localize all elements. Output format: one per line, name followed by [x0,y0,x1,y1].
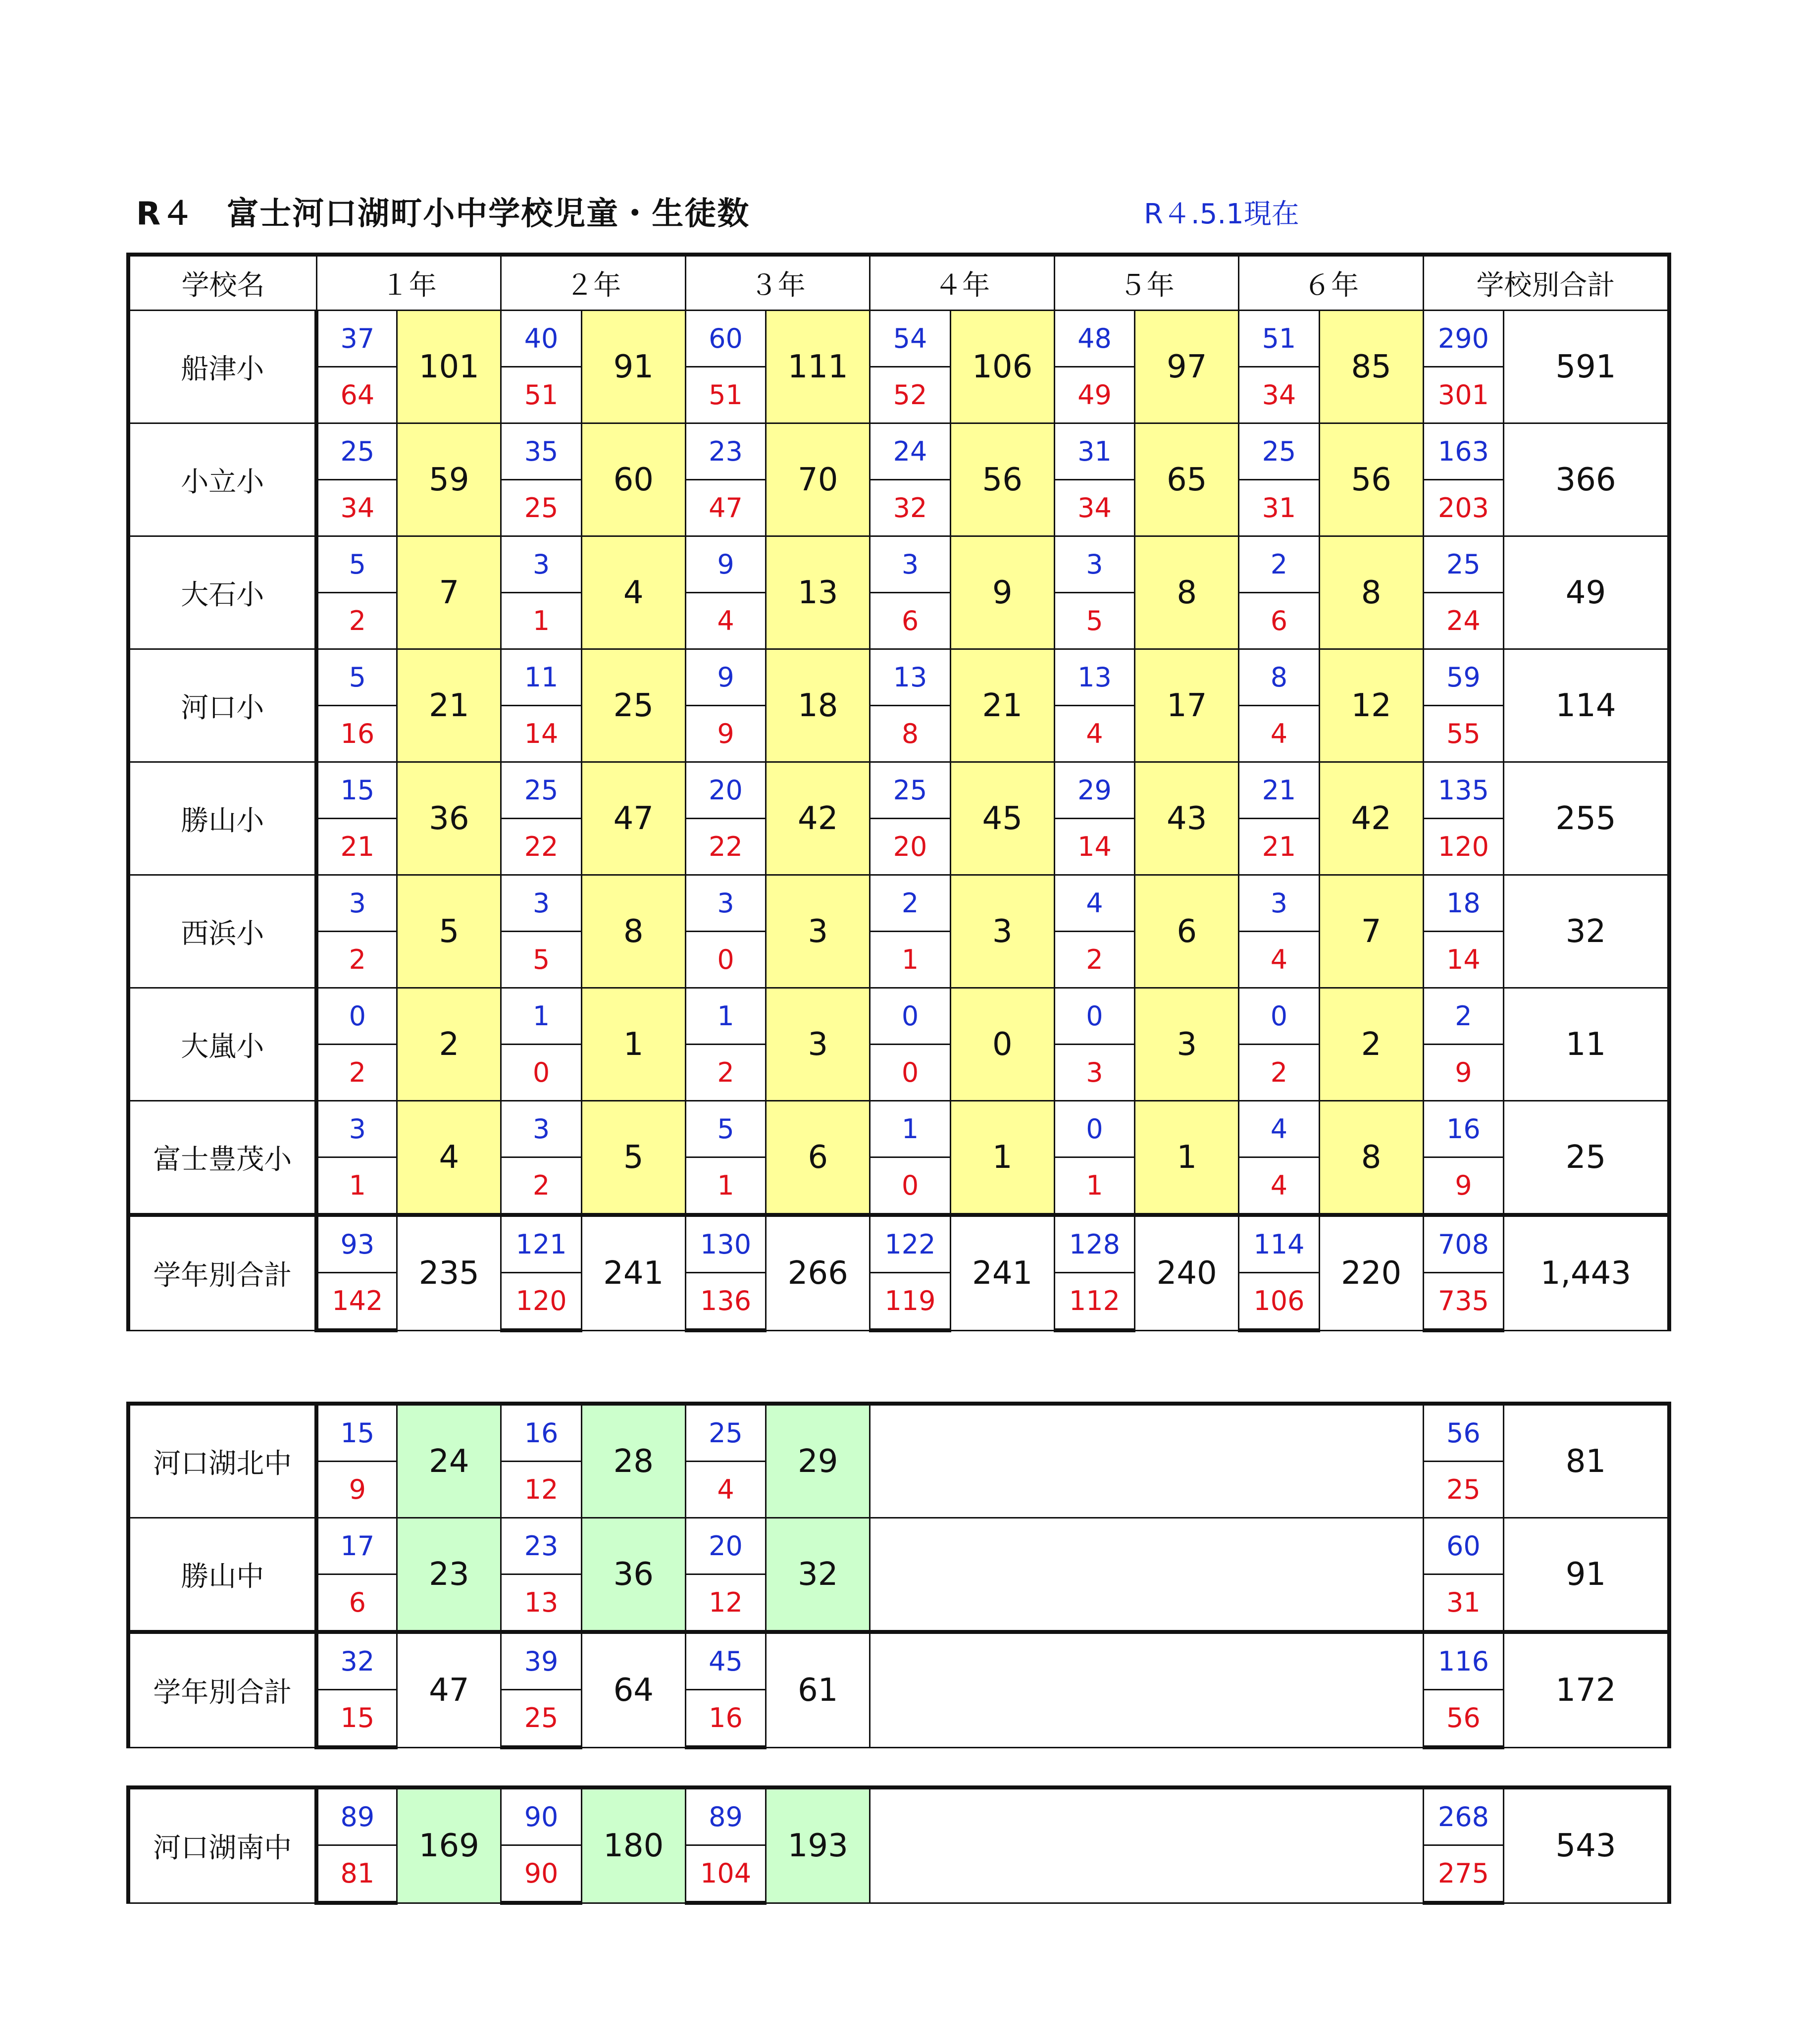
grade-total: 18 [766,649,870,762]
female-count: 34 [1054,480,1134,536]
male-count: 51 [1239,311,1319,367]
male-count: 29 [1054,762,1134,819]
grade-total: 7 [397,536,501,649]
grade-total: 8 [1135,536,1239,649]
sum-female: 31 [1423,1574,1503,1632]
table-row [128,1518,1669,1574]
school-name: 学年別合計 [128,1632,316,1747]
female-count: 0 [870,1045,950,1101]
header-grade-2: ２年 [501,255,685,311]
table-row [128,1101,1669,1157]
grade-total: 235 [397,1215,501,1330]
female-count: 1 [316,1157,397,1215]
sum-female: 275 [1423,1845,1503,1903]
male-count: 114 [1239,1215,1319,1273]
female-count: 52 [870,367,950,423]
female-count: 90 [501,1845,581,1903]
female-count: 5 [1054,593,1134,649]
grade-total: 3 [1135,988,1239,1101]
female-count: 142 [316,1273,397,1331]
male-count: 60 [685,311,766,367]
male-count: 5 [316,649,397,706]
school-name: 西浜小 [128,875,316,988]
female-count: 4 [1054,706,1134,762]
male-count: 1 [870,1101,950,1157]
grade-total: 64 [581,1632,685,1747]
female-count: 34 [1239,367,1319,423]
school-name: 小立小 [128,423,316,536]
male-count: 121 [501,1215,581,1273]
header-grade-3: ３年 [685,255,870,311]
grade-total: 0 [950,988,1054,1101]
school-total: 255 [1504,762,1670,875]
header-school-total: 学校別合計 [1423,255,1669,311]
male-count: 32 [316,1632,397,1690]
female-count: 0 [685,932,766,988]
female-count: 4 [1239,932,1319,988]
grade-total: 1 [581,988,685,1101]
male-count: 25 [501,762,581,819]
south-junior-high-table [126,1785,1671,1905]
female-count: 81 [316,1845,397,1903]
table-row-female [128,480,1669,536]
table-row [128,1787,1669,1845]
grade-total: 85 [1319,311,1423,423]
male-count: 1 [501,988,581,1045]
table-row [128,1404,1669,1462]
school-total: 543 [1504,1787,1669,1903]
female-count: 5 [501,932,581,988]
male-count: 90 [501,1787,581,1845]
school-total: 49 [1504,536,1670,649]
female-count: 2 [316,932,397,988]
grade-total: 241 [950,1215,1054,1330]
sum-female: 9 [1423,1045,1503,1101]
sum-male: 163 [1423,423,1503,480]
grade-total: 3 [950,875,1054,988]
empty-cell [870,1632,1423,1747]
female-count: 2 [316,593,397,649]
grade-total: 6 [1135,875,1239,988]
sum-male: 18 [1423,875,1503,932]
female-count: 120 [501,1273,581,1331]
header-row [128,255,1669,311]
female-count: 16 [685,1690,766,1748]
grade-total: 42 [766,762,870,875]
male-count: 3 [501,1101,581,1157]
grade-total: 220 [1319,1215,1423,1330]
male-count: 25 [316,423,397,480]
grade-total: 1 [950,1101,1054,1215]
table-row [128,875,1669,932]
table-row-female [128,706,1669,762]
female-count: 34 [316,480,397,536]
grade-total: 45 [950,762,1054,875]
female-count: 6 [870,593,950,649]
as-of-date: R４.5.1現在 [1144,198,1299,230]
male-count: 24 [870,423,950,480]
grade-total: 47 [581,762,685,875]
grade-total: 61 [766,1632,870,1747]
elementary-table [126,253,1671,1332]
school-name: 勝山中 [128,1518,316,1632]
grade-total: 4 [581,536,685,649]
male-count: 40 [501,311,581,367]
male-count: 122 [870,1215,950,1273]
grade-total: 91 [581,311,685,423]
male-count: 2 [870,875,950,932]
table-row [128,423,1669,480]
female-count: 14 [501,706,581,762]
male-count: 93 [316,1215,397,1273]
female-count: 1 [501,593,581,649]
male-count: 5 [685,1101,766,1157]
female-count: 3 [1054,1045,1134,1101]
grade-total: 12 [1319,649,1423,762]
header-grade-1: １年 [316,255,501,311]
sum-male: 708 [1423,1215,1503,1273]
female-count: 4 [1239,1157,1319,1215]
male-count: 16 [501,1404,581,1462]
male-count: 0 [1054,1101,1134,1157]
male-count: 20 [685,1518,766,1574]
table-row [128,1215,1669,1273]
table-row-female [128,367,1669,423]
female-count: 4 [685,593,766,649]
school-total: 25 [1504,1101,1670,1215]
junior-high-table [126,1402,1671,1749]
female-count: 51 [501,367,581,423]
female-count: 16 [316,706,397,762]
grade-total: 65 [1135,423,1239,536]
female-count: 6 [1239,593,1319,649]
sum-female: 120 [1423,819,1503,875]
grade-total: 56 [1319,423,1423,536]
male-count: 31 [1054,423,1134,480]
grade-total: 13 [766,536,870,649]
female-count: 119 [870,1273,950,1331]
sum-male: 268 [1423,1787,1503,1845]
grade-total: 17 [1135,649,1239,762]
school-total: 32 [1504,875,1670,988]
female-count: 9 [685,706,766,762]
table-row-female [128,1273,1669,1331]
female-count: 0 [870,1157,950,1215]
sum-male: 60 [1423,1518,1503,1574]
grade-total: 1 [1135,1101,1239,1215]
school-name: 船津小 [128,311,316,423]
grade-total: 36 [397,762,501,875]
table-row [128,762,1669,819]
female-count: 31 [1239,480,1319,536]
male-count: 8 [1239,649,1319,706]
grade-total: 25 [581,649,685,762]
sum-male: 116 [1423,1632,1503,1690]
male-count: 1 [685,988,766,1045]
grade-total: 42 [1319,762,1423,875]
school-total: 11 [1504,988,1670,1101]
grade-total: 97 [1135,311,1239,423]
male-count: 3 [1054,536,1134,593]
male-count: 0 [1054,988,1134,1045]
school-total: 172 [1504,1632,1669,1747]
female-count: 25 [501,480,581,536]
sum-female: 24 [1423,593,1503,649]
female-count: 4 [685,1462,766,1518]
male-count: 39 [501,1632,581,1690]
table-row [128,649,1669,706]
female-count: 106 [1239,1273,1319,1331]
grade-total: 2 [397,988,501,1101]
grade-total: 21 [397,649,501,762]
grade-total: 111 [766,311,870,423]
male-count: 3 [316,1101,397,1157]
female-count: 15 [316,1690,397,1748]
school-name: 富士豊茂小 [128,1101,316,1215]
female-count: 2 [685,1045,766,1101]
table-row [128,988,1669,1045]
sum-female: 14 [1423,932,1503,988]
female-count: 12 [501,1462,581,1518]
female-count: 9 [316,1462,397,1518]
female-count: 47 [685,480,766,536]
male-count: 17 [316,1518,397,1574]
table-row-female [128,932,1669,988]
grade-total: 32 [766,1518,870,1632]
grade-total: 36 [581,1518,685,1632]
female-count: 4 [1239,706,1319,762]
sum-male: 16 [1423,1101,1503,1157]
school-name: 大嵐小 [128,988,316,1101]
male-count: 0 [870,988,950,1045]
male-count: 23 [685,423,766,480]
header-grade-5: ５年 [1054,255,1238,311]
grade-total: 47 [397,1632,501,1747]
female-count: 22 [685,819,766,875]
sum-male: 25 [1423,536,1503,593]
grade-total: 5 [581,1101,685,1215]
female-count: 14 [1054,819,1134,875]
female-count: 20 [870,819,950,875]
header-school-name: 学校名 [128,255,316,311]
male-count: 9 [685,649,766,706]
male-count: 2 [1239,536,1319,593]
sum-female: 55 [1423,706,1503,762]
female-count: 1 [870,932,950,988]
male-count: 4 [1054,875,1134,932]
grade-total: 60 [581,423,685,536]
male-count: 54 [870,311,950,367]
female-count: 51 [685,367,766,423]
female-count: 21 [1239,819,1319,875]
male-count: 15 [316,1404,397,1462]
male-count: 3 [685,875,766,932]
grade-total: 70 [766,423,870,536]
male-count: 25 [870,762,950,819]
empty-cell [870,1518,1423,1632]
male-count: 3 [501,536,581,593]
female-count: 1 [685,1157,766,1215]
male-count: 3 [501,875,581,932]
grade-total: 3 [766,988,870,1101]
table-row-female [128,593,1669,649]
school-total: 591 [1504,311,1670,423]
sum-female: 9 [1423,1157,1503,1215]
male-count: 48 [1054,311,1134,367]
table-row-female [128,1157,1669,1215]
grade-total: 8 [1319,536,1423,649]
sum-male: 2 [1423,988,1503,1045]
female-count: 136 [685,1273,766,1331]
grade-total: 21 [950,649,1054,762]
male-count: 3 [870,536,950,593]
female-count: 1 [1054,1157,1134,1215]
school-name: 河口湖北中 [128,1404,316,1518]
male-count: 23 [501,1518,581,1574]
male-count: 5 [316,536,397,593]
male-count: 25 [1239,423,1319,480]
grade-total: 5 [397,875,501,988]
female-count: 2 [501,1157,581,1215]
male-count: 35 [501,423,581,480]
table-row [128,311,1669,367]
female-count: 112 [1054,1273,1134,1331]
female-count: 13 [501,1574,581,1632]
grade-total: 8 [1319,1101,1423,1215]
page-title: R４ 富士河口湖町小中学校児童・生徒数 [136,196,750,232]
grade-total: 241 [581,1215,685,1330]
sum-female: 203 [1423,480,1503,536]
header-grade-6: ６年 [1239,255,1423,311]
female-count: 21 [316,819,397,875]
male-count: 4 [1239,1101,1319,1157]
male-count: 0 [1239,988,1319,1045]
male-count: 9 [685,536,766,593]
school-total: 114 [1504,649,1670,762]
sum-female: 735 [1423,1273,1503,1331]
male-count: 21 [1239,762,1319,819]
male-count: 13 [870,649,950,706]
female-count: 8 [870,706,950,762]
table-row-female [128,1045,1669,1101]
grade-total: 2 [1319,988,1423,1101]
male-count: 13 [1054,649,1134,706]
female-count: 25 [501,1690,581,1748]
male-count: 37 [316,311,397,367]
table-row [128,536,1669,593]
table-row-female [128,819,1669,875]
header-grade-4: ４年 [870,255,1054,311]
grade-total: 180 [581,1787,685,1903]
female-count: 22 [501,819,581,875]
school-name: 大石小 [128,536,316,649]
sum-male: 56 [1423,1404,1503,1462]
grade-total: 9 [950,536,1054,649]
male-count: 15 [316,762,397,819]
female-count: 6 [316,1574,397,1632]
grade-total: 106 [950,311,1054,423]
male-count: 20 [685,762,766,819]
female-count: 64 [316,367,397,423]
grade-total: 169 [397,1787,501,1903]
sum-female: 301 [1423,367,1503,423]
female-count: 104 [685,1845,766,1903]
grade-total: 4 [397,1101,501,1215]
grade-total: 193 [766,1787,870,1903]
grade-total: 3 [766,875,870,988]
school-name: 河口小 [128,649,316,762]
grade-total: 266 [766,1215,870,1330]
grade-total: 43 [1135,762,1239,875]
grade-total: 7 [1319,875,1423,988]
male-count: 25 [685,1404,766,1462]
school-name: 学年別合計 [128,1215,316,1330]
female-count: 0 [501,1045,581,1101]
sum-male: 290 [1423,311,1503,367]
grade-total: 8 [581,875,685,988]
male-count: 11 [501,649,581,706]
sum-male: 59 [1423,649,1503,706]
sum-female: 56 [1423,1690,1503,1748]
female-count: 2 [1239,1045,1319,1101]
male-count: 89 [685,1787,766,1845]
school-total: 81 [1504,1404,1669,1518]
male-count: 0 [316,988,397,1045]
school-total: 366 [1504,423,1670,536]
table-row [128,1632,1669,1690]
grade-total: 28 [581,1404,685,1518]
school-name: 勝山小 [128,762,316,875]
grade-total: 6 [766,1101,870,1215]
female-count: 2 [1054,932,1134,988]
school-name: 河口湖南中 [128,1787,316,1903]
empty-cell [870,1404,1423,1518]
grade-total: 23 [397,1518,501,1632]
male-count: 89 [316,1787,397,1845]
male-count: 45 [685,1632,766,1690]
female-count: 12 [685,1574,766,1632]
sum-female: 25 [1423,1462,1503,1518]
female-count: 49 [1054,367,1134,423]
grade-total: 24 [397,1404,501,1518]
grade-total: 56 [950,423,1054,536]
grade-total: 240 [1135,1215,1239,1330]
school-total: 1,443 [1504,1215,1670,1330]
male-count: 3 [316,875,397,932]
grade-total: 59 [397,423,501,536]
empty-cell [870,1787,1423,1903]
female-count: 32 [870,480,950,536]
male-count: 130 [685,1215,766,1273]
sum-male: 135 [1423,762,1503,819]
male-count: 128 [1054,1215,1134,1273]
grade-total: 29 [766,1404,870,1518]
school-total: 91 [1504,1518,1669,1632]
male-count: 3 [1239,875,1319,932]
grade-total: 101 [397,311,501,423]
female-count: 2 [316,1045,397,1101]
